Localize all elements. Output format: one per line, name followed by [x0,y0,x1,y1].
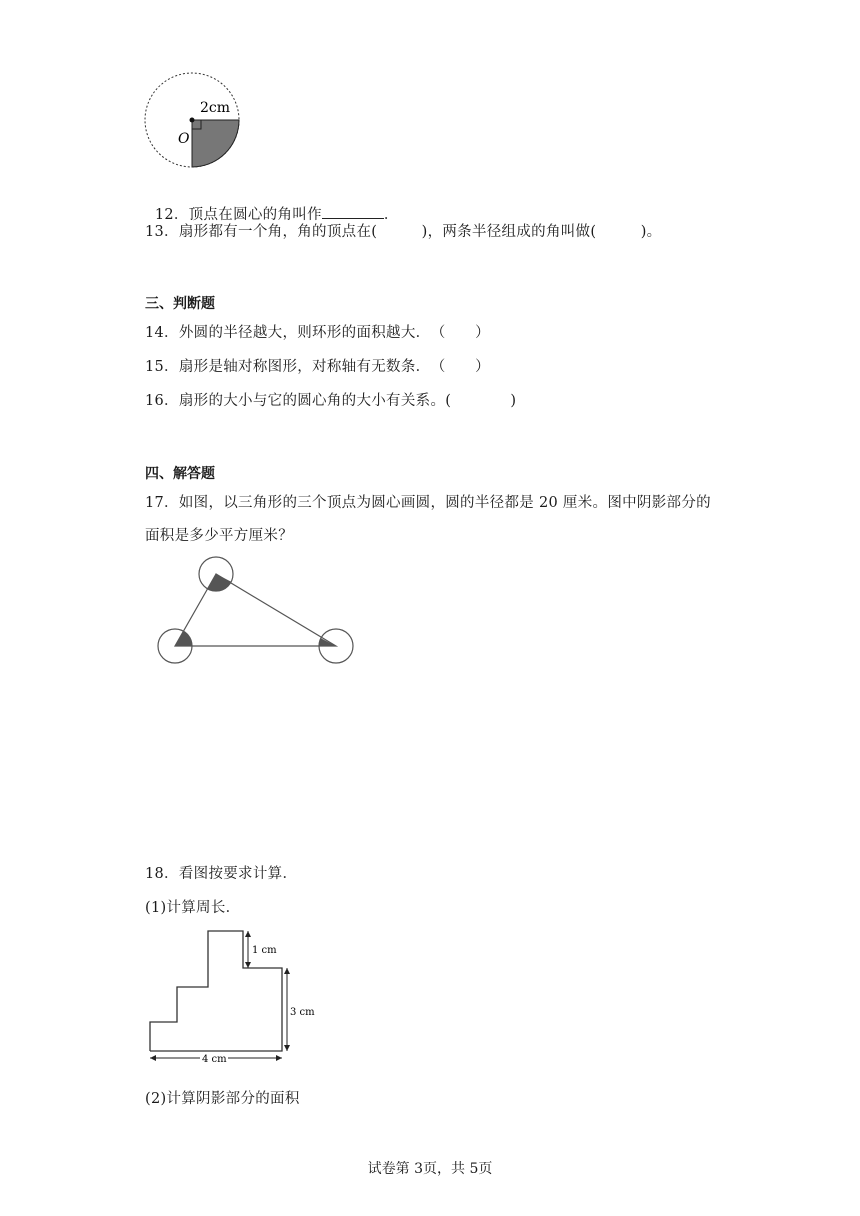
label-3cm: 3 cm [290,1007,315,1018]
page-footer: 试卷第 3页，共 5页 [367,1161,493,1177]
question-12-tail: ． [383,207,399,223]
shaded-sector-right [319,638,336,646]
answer-blank [322,217,384,219]
staircase-figure [145,925,325,1070]
question-13: 13．扇形都有一个角，角的顶点在( )，两条半径组成的角叫做( )。 [145,224,662,240]
question-18-part1: (1)计算周长． [145,900,241,916]
circle-sector-figure [140,68,250,176]
arrow-1cm-top [245,931,251,937]
shaded-sector-left [175,631,192,646]
question-15: 15．扇形是轴对称图形，对称轴有无数条． （ ） [145,359,490,375]
triangle [175,574,336,646]
section-4-title: 四、解答题 [145,466,215,482]
arrow-3cm-bottom [284,1045,290,1051]
arrow-1cm-bottom [245,962,251,968]
question-18-part2: (2)计算阴影部分的面积 [145,1091,300,1107]
question-12 [145,187,399,224]
question-17-line2: 面积是多少平方厘米？ [145,528,293,544]
section-3-title: 三、判断题 [145,296,215,312]
center-label: O [178,131,190,147]
question-18-line1: 18．看图按要求计算． [145,866,298,882]
question-17-line1: 17．如图，以三角形的三个顶点为圆心画圆，圆的半径都是 20 厘米。图中阴影部分的 [145,495,711,511]
label-1cm: 1 cm [252,945,277,956]
radius-label: 2cm [200,100,231,116]
arrow-4cm-right [276,1055,282,1061]
question-14: 14．外圆的半径越大，则环形的面积越大． （ ） [145,325,490,341]
question-16: 16．扇形的大小与它的圆心角的大小有关系。( ) [145,393,517,409]
question-12-text: 12．顶点在圆心的角叫作 [154,207,322,223]
center-point [190,118,195,123]
label-4cm: 4 cm [202,1054,227,1065]
triangle-circles-figure [150,552,365,672]
shaded-quarter-sector [192,120,239,167]
arrow-3cm-top [284,968,290,974]
arrow-4cm-left [150,1055,156,1061]
